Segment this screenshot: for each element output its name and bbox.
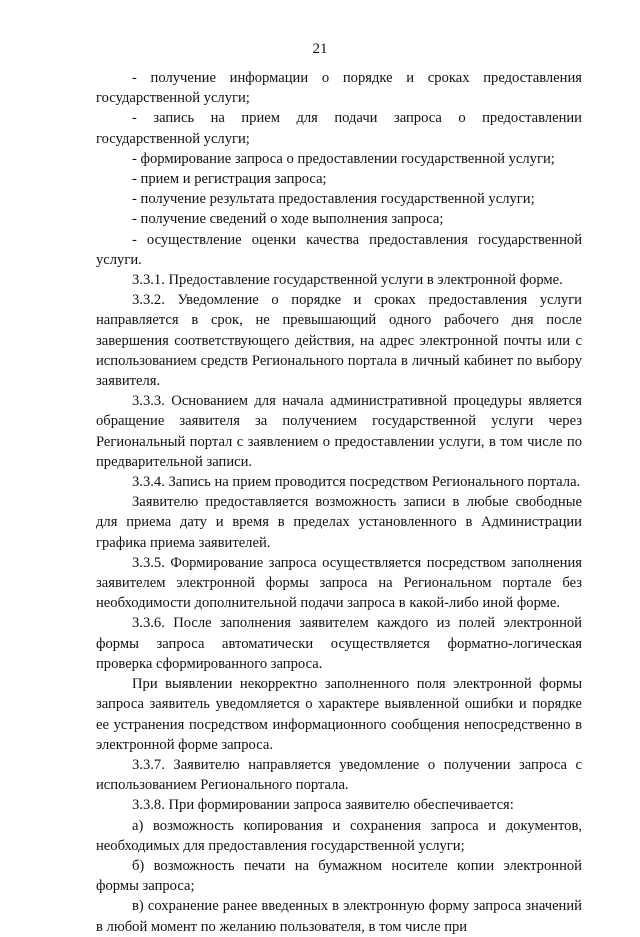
paragraph-item-a: а) возможность копирования и сохранения запроса и документов, необходимых для предоставления государственной услуги; bbox=[96, 817, 582, 854]
paragraph-bullet-registration: - прием и регистрация запроса; bbox=[132, 171, 327, 188]
paragraph-appointment-options: Заявителю предоставляется возможность записи в любые свободные для приема дату и время в пределах установленного в Администрации графика приема заявителей. bbox=[96, 494, 582, 551]
paragraph-bullet-result: - получение результата предоставления государственной услуги; bbox=[132, 191, 535, 208]
paragraph-3-3-3: 3.3.3. Основанием для начала административной процедуры является обращение заявителя за получением государственной услуги через Региональный портал с заявлением о предоставлении услуги, в том числе по предварительной записи. bbox=[96, 393, 582, 470]
paragraph-3-3-6: 3.3.6. После заполнения заявителем каждого из полей электронной формы запроса автоматически осуществляется форматно-логическая проверка сформированного запроса. bbox=[96, 615, 582, 672]
paragraph-bullet-info: - получение информации о порядке и сроках предоставления государственной услуги; bbox=[96, 70, 582, 107]
paragraph-bullet-form-request: - формирование запроса о предоставлении государственной услуги; bbox=[132, 150, 555, 167]
paragraph-3-3-5: 3.3.5. Формирование запроса осуществляется посредством заполнения заявителем электронной формы запроса на Региональном портале без необходимости дополнительной подачи запроса в какой-либо иной форме. bbox=[96, 554, 582, 612]
paragraph-item-b: б) возможность печати на бумажном носителе копии электронной формы запроса; bbox=[96, 857, 582, 895]
paragraph-3-3-1: 3.3.1. Предоставление государственной услуги в электронной форме. bbox=[132, 272, 563, 289]
paragraph-3-3-2: 3.3.2. Уведомление о порядке и сроках предоставления услуги направляется в срок, не превышающий одного рабочего дня после завершения соответствующего действия, на адрес электронной почты или с использованием средств Регионального портала в личный кабинет по выбору заявителя. bbox=[96, 292, 582, 390]
page-number: 21 bbox=[312, 41, 328, 57]
paragraph-bullet-appointment: - запись на прием для подачи запроса о предоставлении государственной услуги; bbox=[96, 110, 582, 147]
paragraph-3-3-8: 3.3.8. При формировании запроса заявителю обеспечивается: bbox=[132, 797, 514, 814]
paragraph-item-v: в) сохранение ранее введенных в электронную форму запроса значений в любой момент по желанию пользователя, в том числе при bbox=[96, 898, 582, 935]
paragraph-error-notice: При выявлении некорректно заполненного поля электронной формы запроса заявитель уведомляется о характере выявленной ошибки и порядке ее устранения посредством информационного сообщения непосредственно в электронной форме запроса. bbox=[96, 676, 582, 753]
paragraph-bullet-quality: - осуществление оценки качества предоставления государственной услуги. bbox=[96, 231, 582, 268]
document-body bbox=[96, 68, 582, 937]
paragraph-bullet-status: - получение сведений о ходе выполнения запроса; bbox=[132, 211, 444, 228]
paragraph-3-3-7: 3.3.7. Заявителю направляется уведомление о получении запроса с использованием Регионального портала. bbox=[96, 756, 582, 794]
paragraph-3-3-4: 3.3.4. Запись на прием проводится посредством Регионального портала. bbox=[132, 474, 581, 491]
